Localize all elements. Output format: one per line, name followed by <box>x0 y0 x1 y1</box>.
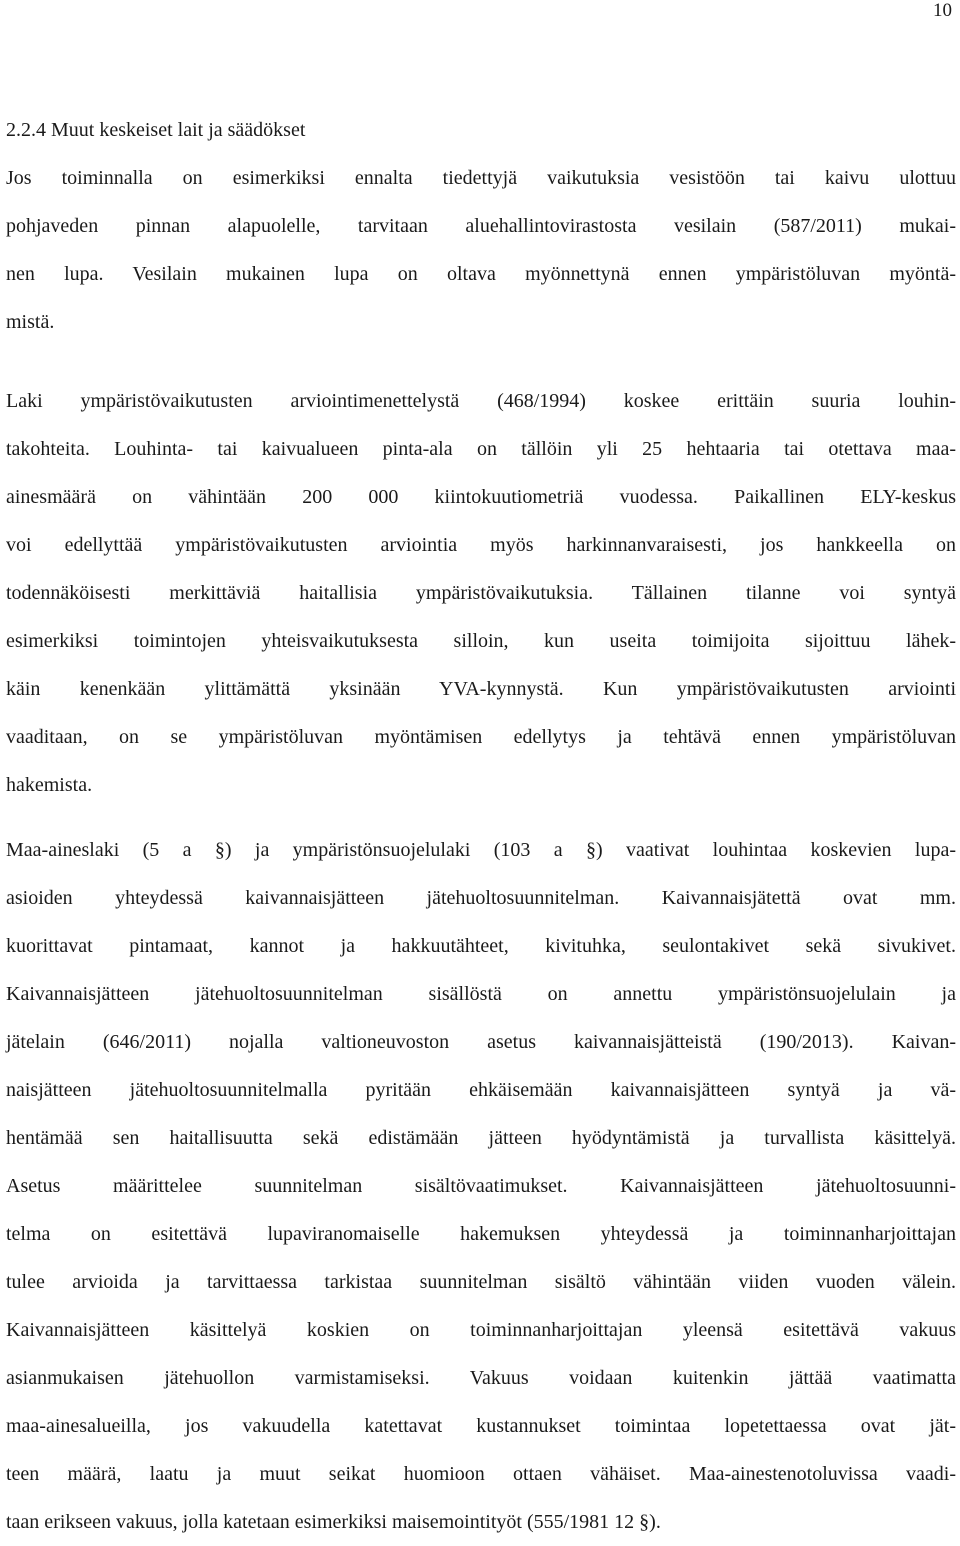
paragraph-3-line: Asetus määrittelee suunnitelman sisältövaatimukset. Kaivannaisjätteen jätehuoltosuunni- <box>6 1175 956 1197</box>
paragraph-1-line: Jos toiminnalla on esimerkiksi ennalta tiedettyjä vaikutuksia vesistöön tai kaivu ulottuu <box>6 167 956 189</box>
paragraph-3-line: asianmukaisen jätehuollon varmistamiseksi. Vakuus voidaan kuitenkin jättää vaatimatta <box>6 1367 956 1389</box>
paragraph-3-line: taan erikseen vakuus, jolla katetaan esimerkiksi maisemointityöt (555/1981 12 §). <box>6 1511 661 1533</box>
paragraph-3-line: Kaivannaisjätteen käsittelyä koskien on toiminnanharjoittajan yleensä esitettävä vakuus <box>6 1319 956 1341</box>
paragraph-2-line: vaaditaan, on se ympäristöluvan myöntämisen edellytys ja tehtävä ennen ympäristöluvan <box>6 726 956 748</box>
paragraph-1-line: pohjaveden pinnan alapuolelle, tarvitaan aluehallintovirastosta vesilain (587/2011) mukai- <box>6 215 956 237</box>
paragraph-2-line: esimerkiksi toimintojen yhteisvaikutuksesta silloin, kun useita toimijoita sijoittuu lähek- <box>6 630 956 652</box>
paragraph-3-line: maa-ainesalueilla, jos vakuudella katettavat kustannukset toimintaa lopetettaessa ovat jät- <box>6 1415 956 1437</box>
paragraph-1-line: mistä. <box>6 311 55 333</box>
paragraph-3-line: Maa-aineslaki (5 a §) ja ympäristönsuojelulaki (103 a §) vaativat louhintaa koskevien lupa- <box>6 839 956 861</box>
paragraph-3-line: naisjätteen jätehuoltosuunnitelmalla pyritään ehkäisemään kaivannaisjätteen syntyä ja vä- <box>6 1079 956 1101</box>
paragraph-3-line: kuorittavat pintamaat, kannot ja hakkuutähteet, kivituhka, seulontakivet sekä sivukivet. <box>6 935 956 957</box>
paragraph-2 <box>6 377 956 809</box>
section-heading-block <box>6 106 956 346</box>
paragraph-2-line: todennäköisesti merkittäviä haitallisia ympäristövaikutuksia. Tällainen tilanne voi syntyä <box>6 582 956 604</box>
paragraph-3-line: telma on esitettävä lupaviranomaiselle hakemuksen yhteydessä ja toiminnanharjoittajan <box>6 1223 956 1245</box>
paragraph-3-line: hentämää sen haitallisuutta sekä edistämään jätteen hyödyntämistä ja turvallista käsittelyä. <box>6 1127 956 1149</box>
paragraph-2-line: Laki ympäristövaikutusten arviointimenettelystä (468/1994) koskee erittäin suuria louhin- <box>6 390 956 412</box>
paragraph-3 <box>6 826 956 1546</box>
paragraph-3-line: jätelain (646/2011) nojalla valtioneuvoston asetus kaivannaisjätteistä (190/2013). Kaivan- <box>6 1031 956 1053</box>
page-number: 10 <box>933 0 952 21</box>
paragraph-2-line: käin kenenkään ylittämättä yksinään YVA-kynnystä. Kun ympäristövaikutusten arviointi <box>6 678 956 700</box>
paragraph-2-line: ainesmäärä on vähintään 200 000 kiintokuutiometriä vuodessa. Paikallinen ELY-keskus <box>6 486 956 508</box>
paragraph-2-line: takohteita. Louhinta- tai kaivualueen pinta-ala on tällöin yli 25 hehtaaria tai otettava maa- <box>6 438 956 460</box>
paragraph-2-line: hakemista. <box>6 774 93 796</box>
paragraph-3-line: Kaivannaisjätteen jätehuoltosuunnitelman sisällöstä on annettu ympäristönsuojelulain ja <box>6 983 956 1005</box>
section-heading: 2.2.4 Muut keskeiset lait ja säädökset <box>6 119 306 141</box>
paragraph-3-line: asioiden yhteydessä kaivannaisjätteen jätehuoltosuunnitelman. Kaivannaisjätettä ovat mm. <box>6 887 956 909</box>
paragraph-2-line: voi edellyttää ympäristövaikutusten arviointia myös harkinnanvaraisesti, jos hankkeella on <box>6 534 956 556</box>
paragraph-3-line: tulee arvioida ja tarvittaessa tarkistaa suunnitelman sisältö vähintään viiden vuoden välein. <box>6 1271 956 1293</box>
paragraph-3-line: teen määrä, laatu ja muut seikat huomioon ottaen vähäiset. Maa-ainestenotoluvissa vaadi- <box>6 1463 956 1485</box>
paragraph-1-line: nen lupa. Vesilain mukainen lupa on oltava myönnettynä ennen ympäristöluvan myöntä- <box>6 263 956 285</box>
